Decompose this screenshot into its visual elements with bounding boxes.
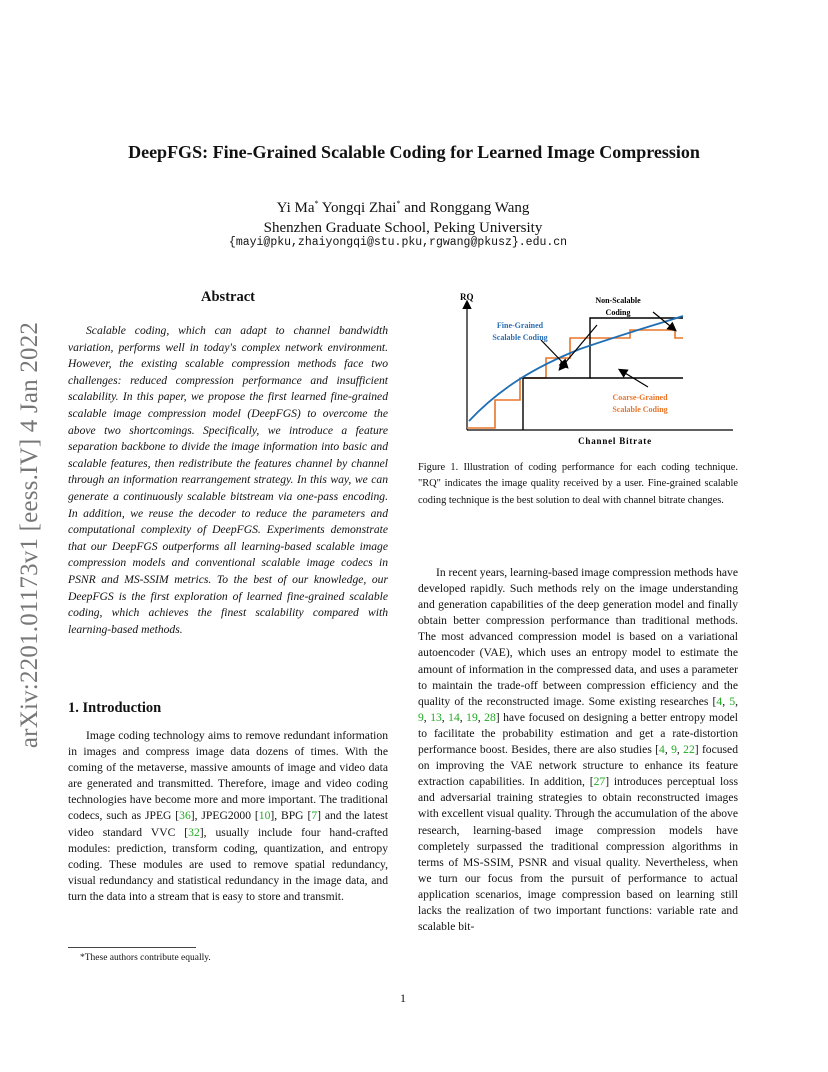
label-coarse-line2: Scalable Coding (612, 405, 668, 414)
abstract-body (68, 323, 388, 638)
footnote: *These authors contribute equally. (80, 953, 211, 963)
figure-caption: Figure 1. Illustration of coding performance for each coding technique. "RQ" indicates the image quality received by a user. Fine-grained scalable coding technique is the best solution to deal with channel bitrate changes. (418, 462, 738, 506)
intro-paragraph-1: Image coding technology aims to remove redundant information in images and compress image data dozens of times. With the coming of the metaverse, massive amounts of image and video data are generated and transmitted. Therefore, image and video coding technologies have become more and more important. The traditional codecs, such as JPEG [36], JPEG2000 [10], BPG [7] and the latest video standard VVC [32], usually include four hand-crafted modules: prediction, transform coding, quantization, and entropy coding. These modules are used to remove spatial redundancy, visual redundancy and statistical redundancy in the image data, and turn the data into a stream that is easy to store and transmit. (68, 729, 389, 903)
citation-link[interactable]: 19 (466, 710, 478, 724)
author-emails: {mayi@pku,zhaiyongqi@stu.pku,rgwang@pkusz}.edu.cn (228, 236, 568, 249)
abstract-text: Scalable coding, which can adapt to channel bandwidth variation, performs well in today's complex network environment. However, the existing scalable compression methods face two challenges: reduced compression performance and insufficient scalability. In this paper, we propose the first learned fine-grained scalable image compression model (DeepFGS) to overcome the above two shortcomings. Specifically, we introduce a feature separation backbone to divide the image information into basic and scalable features, then redistribute the features channel by channel through an information rearrangement strategy. In this way, we can generate a continuously scalable bitstream via one-pass encoding. In addition, we reuse the decoder to reduce the parameters and computational complexity of DeepFGS. Experiments demonstrate that our DeepFGS outperforms all learning-based scalable image compression models and conventional scalable image codecs in PSNR and MS-SSIM metrics. To the best of our knowledge, our DeepFGS is the first exploration of learned fine-grained scalable coding, which achieves the finest scalability compared with learning-based methods. (68, 324, 388, 636)
paper-title: DeepFGS: Fine-Grained Scalable Coding for Learned Image Compression (128, 142, 700, 162)
y-axis-label: RQ (460, 292, 474, 302)
footnote-rule (68, 947, 196, 948)
figure-coding-performance (440, 290, 740, 450)
label-coarse-line1: Coarse-Grained (612, 393, 668, 402)
citation-link[interactable]: 22 (683, 743, 695, 757)
citation-link[interactable]: 14 (448, 710, 460, 724)
label-fine-line2: Scalable Coding (492, 333, 548, 342)
citation-link[interactable]: 28 (484, 710, 496, 724)
arxiv-stamp: arXiv:2201.01173v1 [eess.IV] 4 Jan 2022 (16, 321, 43, 749)
citation-link[interactable]: 7 (311, 809, 318, 823)
fine-grained-pointer (541, 340, 567, 367)
citation-link[interactable]: 9 (671, 743, 677, 757)
citation-link[interactable]: 13 (430, 710, 442, 724)
author-block (0, 194, 806, 238)
citation-link[interactable]: 32 (188, 825, 200, 839)
label-fine-line1: Fine-Grained (496, 321, 544, 330)
citation-link[interactable]: 9 (418, 710, 424, 724)
author-names: Yi Ma* Yongqi Zhai* and Ronggang Wang (276, 199, 530, 216)
citation-link[interactable]: 10 (258, 809, 271, 823)
x-axis-label: Channel Bitrate (578, 436, 652, 446)
citation-link[interactable]: 27 (593, 775, 606, 789)
affiliation: Shenzhen Graduate School, Peking University (263, 220, 543, 236)
non-scalable-pointer-2 (653, 312, 675, 330)
citation-link[interactable]: 4 (716, 694, 723, 708)
intro-paragraph-2: In recent years, learning-based image compression methods have developed rapidly. Such methods rely on the image understanding and generation capabilities of the deep generation model and finally obtain better compression performance than traditional methods. The most advanced compression model is based on a variational autoencoder (VAE), which uses an entropy model to estimate the amount of information in the compressed data, and uses a parameter to maintain the trade-off between compression efficiency and the quality of the reconstructed image. Some existing researches [4, 5, 9, 13, 14, 19, 28] have focused on designing a better entropy model to facilitate the probability estimation and get a rate-distortion performance boost. Besides, there are also studies [4, 9, 22] focused on improving the VAE network structure to enhance its feature extraction capabilities. In addition, [27] introduces perceptual loss and adversarial training strategies to obtain reconstructed images with excellent visual quality. Through the accumulation of the above research, learning-based image compression models have completely surpassed the traditional compression algorithms in terms of MS-SSIM, PSNR and visual quality. Nevertheless, when we turn our focus from the pursuit of performance to actual application scenarios, image compression based on learning still lacks the realization of two important functions: variable rate and scalable bit- (418, 566, 739, 934)
page-number: 1 (400, 991, 406, 1005)
label-nonscalable-line1: Non-Scalable (595, 296, 641, 305)
citation-link[interactable]: 36 (179, 809, 191, 823)
citation-link[interactable]: 4 (659, 743, 665, 757)
non-scalable-pointer (560, 325, 597, 369)
citation-link[interactable]: 5 (729, 694, 736, 708)
label-nonscalable-line2: Coding (605, 308, 631, 317)
section-heading-introduction: 1. Introduction (68, 700, 162, 716)
abstract-heading: Abstract (201, 289, 255, 305)
